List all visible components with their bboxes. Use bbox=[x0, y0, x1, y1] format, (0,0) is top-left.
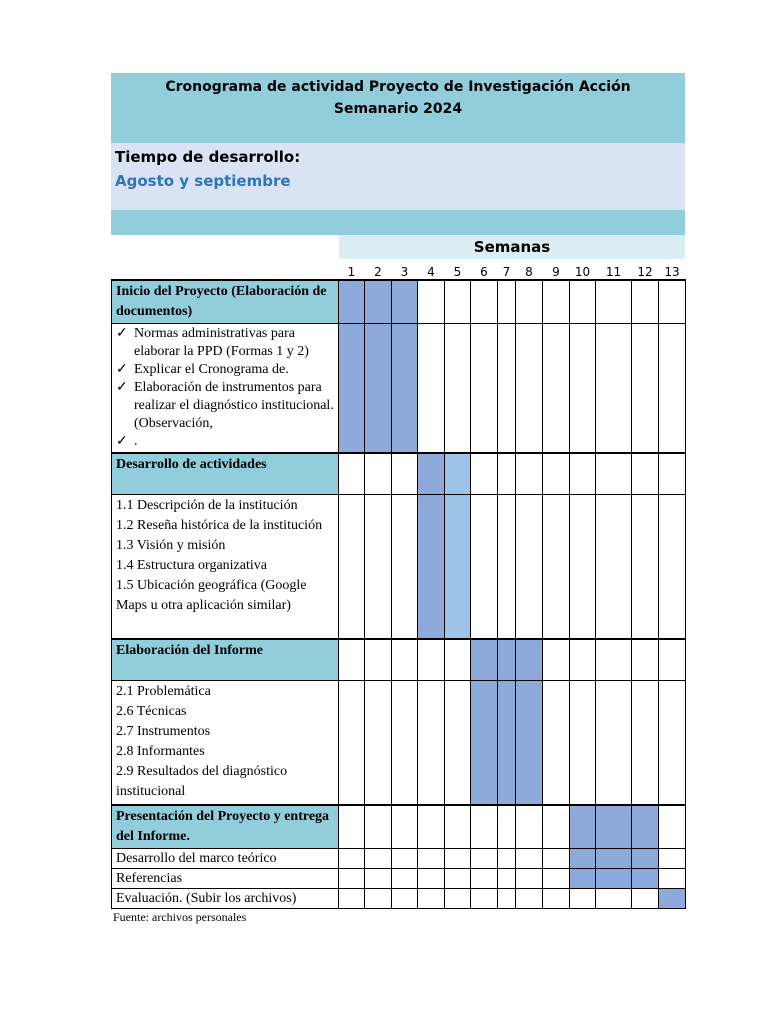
table-row bbox=[112, 494, 686, 639]
week-cell-filled bbox=[516, 639, 543, 680]
week-number: 7 bbox=[502, 265, 511, 279]
weeks-header: Semanas bbox=[339, 235, 685, 259]
week-cell-filled bbox=[596, 869, 632, 889]
table-row bbox=[112, 639, 686, 680]
week-cell-filled bbox=[570, 849, 596, 869]
week-cell-filled bbox=[471, 680, 498, 805]
week-number: 6 bbox=[480, 265, 488, 279]
check-icon: ✓ bbox=[116, 380, 128, 395]
table-row bbox=[112, 889, 686, 909]
week-cell-filled bbox=[596, 805, 632, 849]
list-item: 2.7 Instrumentos bbox=[116, 723, 211, 739]
week-number: 2 bbox=[374, 265, 382, 279]
week-cell-filled bbox=[445, 494, 471, 639]
week-cell-filled bbox=[392, 280, 418, 324]
week-cell-filled bbox=[392, 324, 418, 454]
title-line-2: Semanario 2024 bbox=[333, 101, 463, 117]
list-item: 2.1 Problemática bbox=[116, 683, 211, 699]
section-title: Inicio del Proyecto (Elaboración de documentos) bbox=[112, 280, 339, 324]
title-line-1: Cronograma de actividad Proyecto de Investigación Acción bbox=[165, 79, 631, 95]
table-row bbox=[112, 324, 686, 454]
week-number: 10 bbox=[574, 265, 591, 279]
separator-band bbox=[111, 210, 685, 235]
week-cell-filled bbox=[418, 453, 445, 494]
section-title: Desarrollo de actividades bbox=[112, 453, 339, 494]
section-title: Presentación del Proyecto y entrega del Informe. bbox=[112, 805, 339, 849]
list-item: 1.3 Visión y misión bbox=[116, 537, 226, 553]
list-item: 2.8 Informantes bbox=[116, 743, 205, 759]
week-number: 12 bbox=[637, 265, 653, 279]
list-item: ✓ . bbox=[116, 434, 138, 449]
week-number: 4 bbox=[427, 265, 435, 279]
week-number: 5 bbox=[453, 265, 462, 279]
table-row bbox=[112, 453, 686, 494]
check-list bbox=[112, 325, 338, 451]
week-number: 3 bbox=[400, 265, 409, 279]
weeks-header-row bbox=[111, 235, 685, 261]
list-item: ✓ Normas administrativas para elaborar la PPD (Formas 1 y 2) bbox=[116, 326, 309, 359]
week-cell-filled bbox=[471, 639, 498, 680]
table-row bbox=[112, 680, 686, 805]
table-row bbox=[112, 849, 686, 869]
table-row bbox=[112, 805, 686, 849]
week-cell-filled bbox=[570, 805, 596, 849]
week-cell-filled bbox=[365, 280, 392, 324]
week-cell-filled bbox=[365, 324, 392, 454]
title-block bbox=[111, 73, 685, 143]
week-number: 9 bbox=[552, 265, 560, 279]
development-time-block bbox=[111, 143, 685, 210]
week-number: 1 bbox=[347, 265, 356, 279]
list-item: ✓ Elaboración de instrumentos para realizar el diagnóstico institucional. (Observación, bbox=[116, 380, 334, 431]
list-item: 1.5 Ubicación geográfica (Google Maps u otra aplicación similar) bbox=[116, 577, 307, 613]
week-cell-filled bbox=[596, 849, 632, 869]
week-number: 13 bbox=[664, 265, 680, 279]
development-time-label: Tiempo de desarrollo: bbox=[115, 148, 301, 166]
week-cell-filled bbox=[632, 805, 659, 849]
check-icon: ✓ bbox=[116, 434, 128, 449]
task-label: Desarrollo del marco teórico bbox=[112, 849, 339, 869]
week-cell-filled bbox=[632, 849, 659, 869]
week-cell-filled bbox=[418, 494, 445, 639]
source-note: Fuente: archivos personales bbox=[113, 910, 247, 924]
week-cell-filled bbox=[632, 869, 659, 889]
list-item: 1.4 Estructura organizativa bbox=[116, 557, 267, 573]
schedule-document bbox=[111, 73, 685, 926]
task-label: Evaluación. (Subir los archivos) bbox=[112, 889, 339, 909]
week-cell-filled bbox=[498, 639, 516, 680]
check-icon: ✓ bbox=[116, 326, 128, 341]
list-item: ✓ Explicar el Cronograma de. bbox=[116, 362, 289, 377]
list-item: 1.2 Reseña histórica de la institución bbox=[116, 517, 323, 533]
week-numbers-row bbox=[112, 261, 686, 280]
section-title: Elaboración del Informe bbox=[112, 639, 339, 680]
week-cell-filled bbox=[498, 680, 516, 805]
development-time-value: Agosto y septiembre bbox=[115, 172, 291, 190]
week-cell-filled bbox=[659, 889, 686, 909]
task-label: Referencias bbox=[112, 869, 339, 889]
week-cell-filled bbox=[516, 680, 543, 805]
list-item: 2.6 Técnicas bbox=[116, 703, 187, 719]
week-cell-filled bbox=[339, 280, 365, 324]
table-row bbox=[112, 869, 686, 889]
list-item: 1.1 Descripción de la institución bbox=[116, 497, 298, 513]
week-cell-filled bbox=[570, 869, 596, 889]
gantt-table bbox=[111, 261, 686, 909]
week-number: 8 bbox=[525, 265, 533, 279]
list-item: 2.9 Resultados del diagnóstico institucional bbox=[116, 763, 288, 799]
week-cell-filled bbox=[445, 453, 471, 494]
week-cell-filled bbox=[339, 324, 365, 454]
week-number: 11 bbox=[605, 265, 622, 279]
check-icon: ✓ bbox=[116, 362, 128, 377]
table-row bbox=[112, 280, 686, 324]
